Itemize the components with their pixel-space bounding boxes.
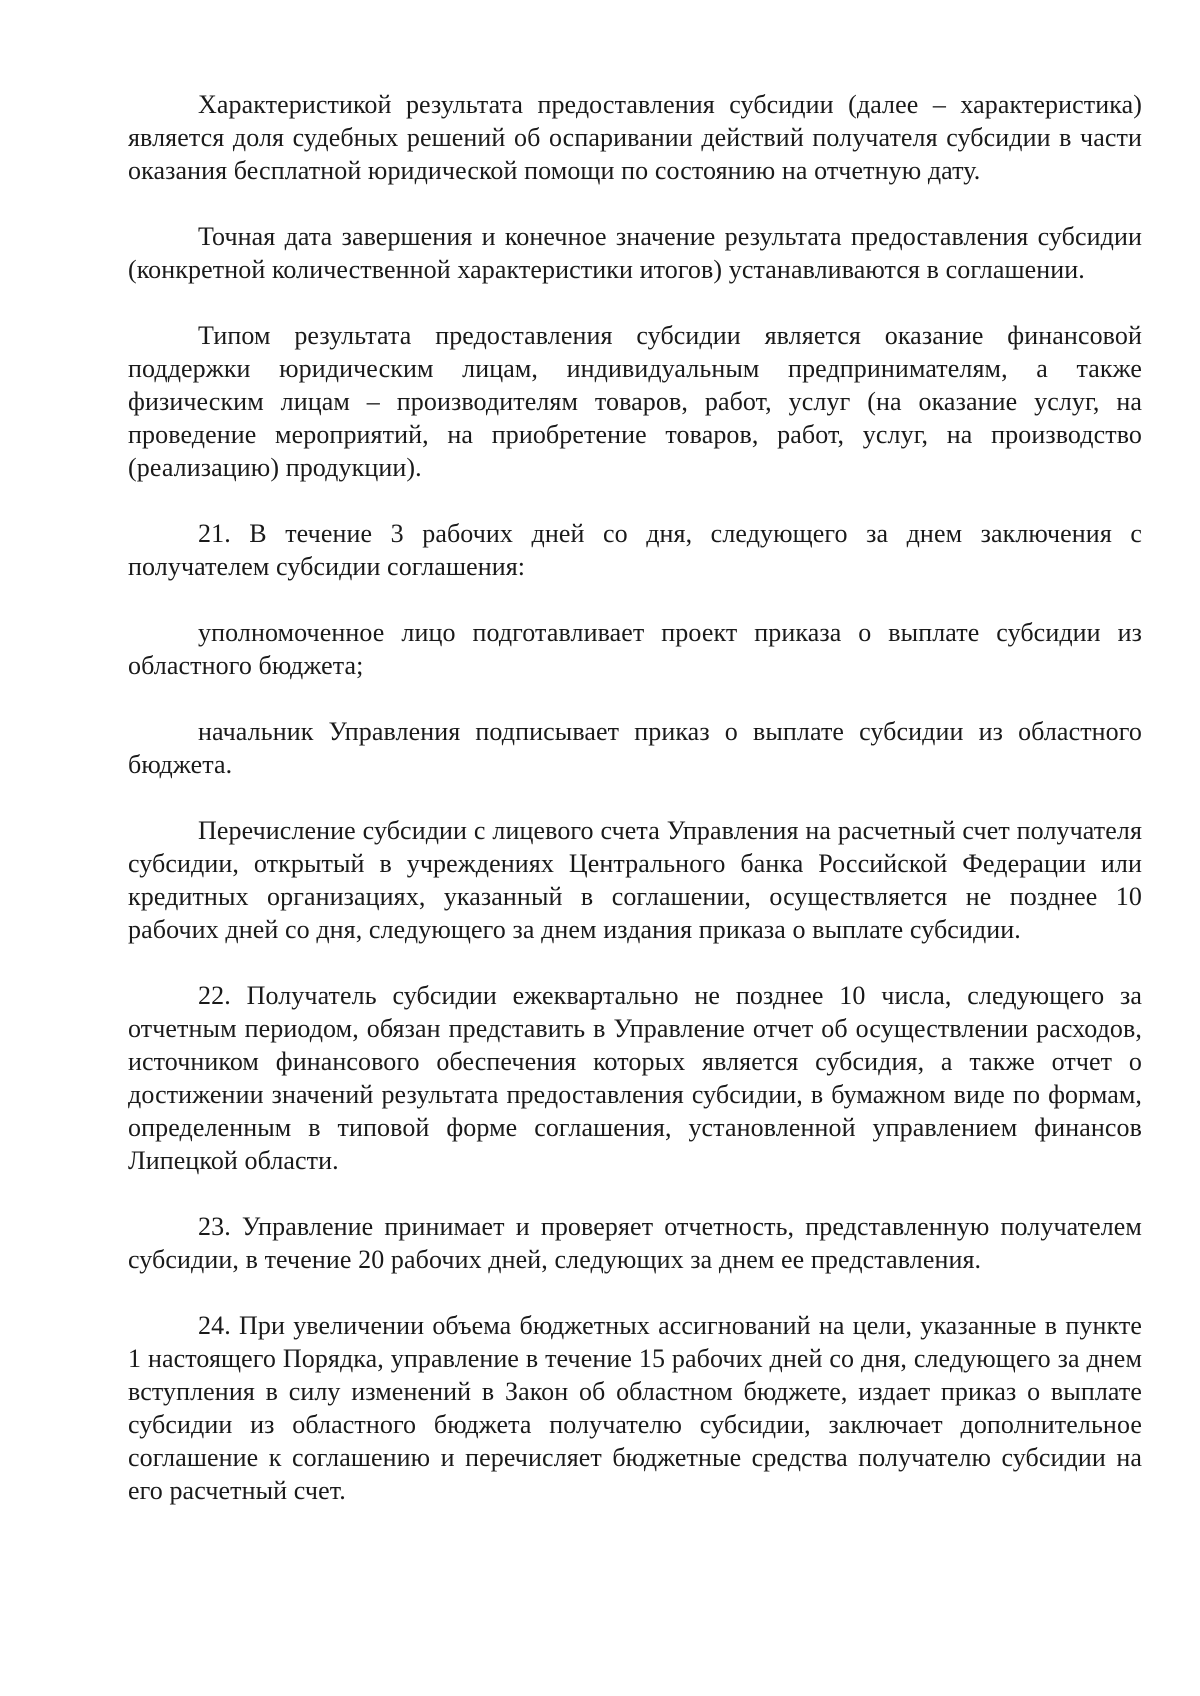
paragraph-head-signs: начальник Управления подписывает приказ о выплате субсидии из областного бюджета.	[128, 717, 1142, 779]
paragraph-clause-22: 22. Получатель субсидии ежеквартально не позднее 10 числа, следующего за отчетным периодом, обязан представить в Управление отчет об осуществлении расходов, источником финансового обеспечения которых является субсидия, а также отчет о достижении значений результата предоставления субсидии, в бумажном виде по формам, определенным в типовой форме соглашения, установленной управлением финансов Липецкой области.	[128, 981, 1142, 1175]
paragraph-transfer: Перечисление субсидии с лицевого счета Управления на расчетный счет получателя субсидии, открытый в учреждениях Центрального банка Российской Федерации или кредитных организациях, указанный в соглашении, осуществляется не позднее 10 рабочих дней со дня, следующего за днем издания приказа о выплате субсидии.	[128, 816, 1142, 944]
paragraph-clause-21: 21. В течение 3 рабочих дней со дня, следующего за днем заключения с получателем субсидии соглашения:	[128, 519, 1142, 581]
paragraph-clause-24: 24. При увеличении объема бюджетных ассигнований на цели, указанные в пункте 1 настоящего Порядка, управление в течение 15 рабочих дней со дня, следующего за днем вступления в силу изменений в Закон об областном бюджете, издает приказ о выплате субсидии из областного бюджета получателю субсидии, заключает дополнительное соглашение к соглашению и перечисляет бюджетные средства получателю субсидии на его расчетный счет.	[128, 1311, 1142, 1505]
paragraph-result-type: Типом результата предоставления субсидии является оказание финансовой поддержки юридическим лицам, индивидуальным предпринимателям, а также физическим лицам – производителям товаров, работ, услуг (на оказание услуг, на проведение мероприятий, на приобретение товаров, работ, услуг, на производство (реализацию) продукции).	[128, 321, 1142, 482]
document-page	[128, 88, 1142, 1540]
paragraph-result-characteristic: Характеристикой результата предоставления субсидии (далее – характеристика) является доля судебных решений об оспаривании действий получателя субсидии в части оказания бесплатной юридической помощи по состоянию на отчетную дату.	[128, 90, 1142, 185]
paragraph-authorized-person: уполномоченное лицо подготавливает проект приказа о выплате субсидии из областного бюджета;	[128, 618, 1142, 680]
paragraph-completion-date: Точная дата завершения и конечное значение результата предоставления субсидии (конкретной количественной характеристики итогов) устанавливаются в соглашении.	[128, 222, 1142, 284]
paragraph-clause-23: 23. Управление принимает и проверяет отчетность, представленную получателем субсидии, в течение 20 рабочих дней, следующих за днем ее представления.	[128, 1212, 1142, 1274]
